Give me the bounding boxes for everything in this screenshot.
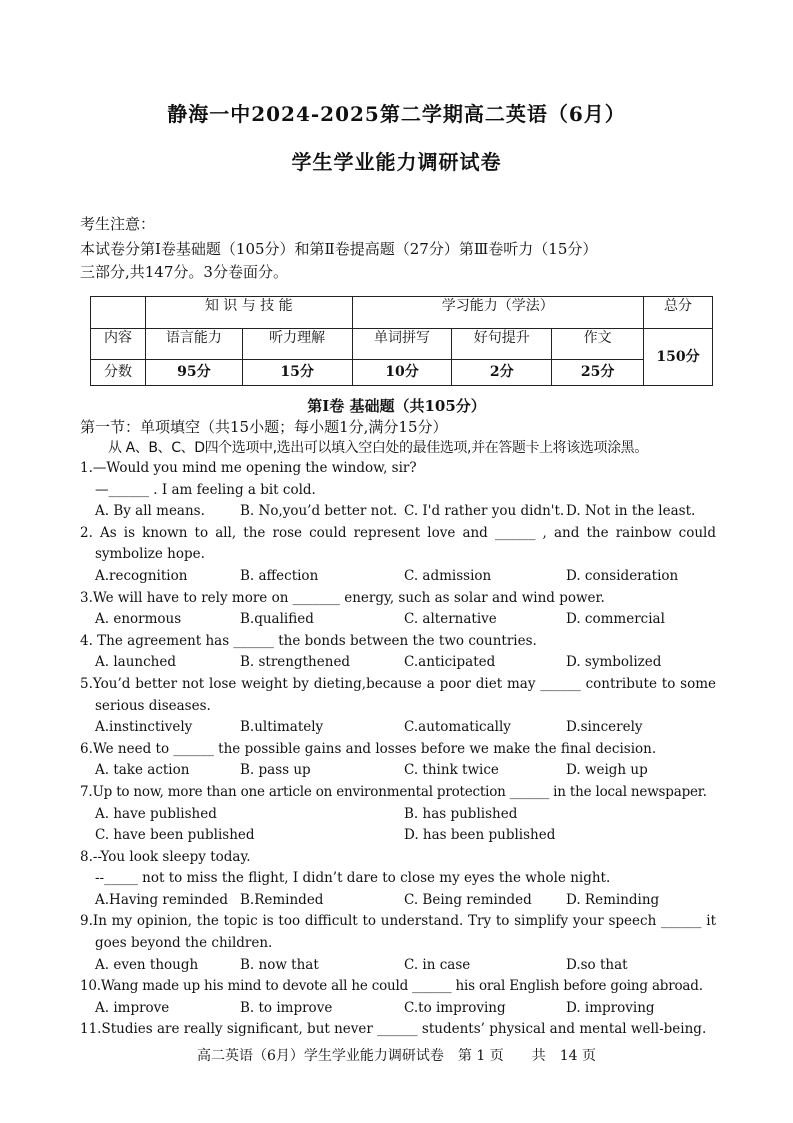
row-label-score: 分数 — [91, 359, 146, 385]
option-b: B.qualified — [240, 611, 314, 628]
question — [80, 588, 716, 631]
page-footer: 高二英语（6月）学生学业能力调研试卷 第 1 页 共 14 页 — [197, 1048, 596, 1064]
notice-label: 考生注意： — [80, 215, 156, 233]
options-row — [80, 609, 716, 631]
option-d: D. Reminding — [566, 891, 660, 908]
option-d: D. commercial — [566, 611, 665, 628]
notice-line-1: 本试卷分第Ⅰ卷基础题（105分）和第Ⅱ卷提高题（27分）第Ⅲ卷听力（15分） — [80, 240, 598, 258]
options-row — [80, 652, 716, 674]
option-c: C. admission — [404, 567, 492, 584]
option-d: D. improving — [566, 999, 655, 1016]
option-c: C. alternative — [404, 611, 497, 628]
col-score: 2分 — [452, 359, 552, 385]
option-c: C.anticipated — [404, 654, 496, 671]
question — [80, 523, 716, 588]
option-a: A.instinctively — [95, 719, 193, 736]
total-value: 150分 — [644, 329, 713, 386]
option-d: D. symbolized — [566, 654, 662, 671]
question-stem: serious diseases. — [95, 697, 211, 714]
options-row — [80, 890, 716, 912]
option-c: C.automatically — [404, 719, 511, 736]
options-row — [80, 760, 716, 782]
col-name: 好句提升 — [452, 329, 552, 359]
question-stem: 6.We need to ______ the possible gains and losses before we make the final decision. — [80, 740, 657, 757]
question — [80, 739, 716, 782]
question — [80, 674, 716, 739]
option-a: A. By all means. — [95, 503, 205, 520]
option-a: A. have published — [95, 805, 217, 822]
question-stem: 2. As is known to all, the rose could represent love and ______ , and the rainbow could — [80, 524, 716, 541]
group-knowledge-skills: 知 识 与 技 能 — [145, 297, 352, 329]
col-score: 10分 — [352, 359, 452, 385]
question — [80, 847, 716, 912]
option-a: A. even though — [95, 956, 199, 973]
option-a: A.Having reminded — [95, 891, 228, 908]
question-stem: —______ . I am feeling a bit cold. — [95, 481, 316, 498]
option-c: C. I'd rather you didn't. — [404, 503, 565, 520]
question-stem: 4. The agreement has ______ the bonds between the two countries. — [80, 632, 537, 649]
question-stem: --_____ not to miss the flight, I didn’t dare to close my eyes the whole night. — [95, 870, 611, 887]
question-stem: 5.You’d better not lose weight by dieting,because a poor diet may ______ contribute to some — [80, 675, 716, 692]
option-a: A. launched — [95, 654, 176, 671]
group-learning-ability: 学习能力（学法） — [352, 297, 643, 329]
question-stem: 3.We will have to rely more on _______ energy, such as solar and wind power. — [80, 589, 605, 606]
option-b: B. affection — [240, 567, 319, 584]
options-row — [80, 804, 716, 826]
question — [80, 911, 716, 976]
option-c: C. think twice — [404, 762, 499, 779]
options-row — [80, 825, 716, 847]
col-name: 作文 — [552, 329, 644, 359]
options-row — [80, 955, 716, 977]
notice-text — [80, 238, 730, 284]
question-stem: symbolize hope. — [95, 546, 205, 563]
question — [80, 458, 716, 523]
col-score: 25分 — [552, 359, 644, 385]
option-a: A. improve — [95, 999, 170, 1016]
option-d: D.sincerely — [566, 719, 643, 736]
question — [80, 631, 716, 674]
option-c: C. have been published — [95, 827, 255, 844]
col-score: 95分 — [145, 359, 242, 385]
question — [80, 1019, 716, 1041]
option-d: D. consideration — [566, 567, 679, 584]
option-b: B. pass up — [240, 762, 311, 779]
col-name: 单词拼写 — [352, 329, 452, 359]
option-b: B. has published — [404, 805, 518, 822]
option-b: B.Reminded — [240, 891, 324, 908]
col-score: 15分 — [242, 359, 352, 385]
question-stem: 10.Wang made up his mind to devote all he could ______ his oral English before going abroad. — [80, 978, 703, 995]
question-stem: 11.Studies are really significant, but never ______ students’ physical and mental well-being. — [80, 1021, 707, 1038]
question-list — [80, 458, 716, 1041]
option-c: C. Being reminded — [404, 891, 532, 908]
part-title: 第Ⅰ卷 基础题（共105分） — [307, 397, 486, 415]
notice-line-2: 三部分,共147分。3分卷面分。 — [80, 263, 288, 281]
option-d: D.so that — [566, 956, 628, 973]
option-a: A. take action — [95, 762, 190, 779]
col-name: 听力理解 — [242, 329, 352, 359]
options-row — [80, 717, 716, 739]
exam-title: 静海一中2024-2025第二学期高二英语（6月） — [167, 102, 626, 126]
total-header: 总分 — [644, 297, 713, 329]
option-d: D. weigh up — [566, 762, 648, 779]
question-stem: 8.--You look sleepy today. — [80, 848, 251, 865]
options-row — [80, 998, 716, 1020]
option-d: D. has been published — [404, 827, 556, 844]
row-label-content: 内容 — [91, 329, 146, 359]
option-c: C.to improving — [404, 999, 506, 1016]
option-b: B.ultimately — [240, 719, 324, 736]
option-b: B. to improve — [240, 999, 333, 1016]
question-stem: 9.In my opinion, the topic is too difficult to understand. Try to simplify your speech ______ it — [80, 913, 716, 930]
col-name: 语言能力 — [145, 329, 242, 359]
table-corner-cell — [91, 297, 146, 329]
question — [80, 782, 716, 847]
section-title: 第一节：单项填空（共15小题；每小题1分,满分15分） — [80, 418, 448, 436]
options-row — [80, 501, 716, 523]
question-stem: 7.Up to now, more than one article on environmental protection ______ in the local newspaper. — [80, 783, 707, 800]
option-b: B. No,you’d better not. — [240, 503, 398, 520]
exam-subtitle: 学生学业能力调研试卷 — [291, 150, 502, 174]
score-table — [90, 296, 713, 386]
instruction-text: 从 A、B、C、D四个选项中,选出可以填入空白处的最佳选项,并在答题卡上将该选项涂黑。 — [108, 440, 648, 456]
option-a: A.recognition — [95, 567, 188, 584]
option-c: C. in case — [404, 956, 471, 973]
option-a: A. enormous — [95, 611, 182, 628]
question-stem: 1.—Would you mind me opening the window, sir? — [80, 460, 417, 476]
option-b: B. strengthened — [240, 654, 351, 671]
question-stem: goes beyond the children. — [95, 935, 273, 952]
option-b: B. now that — [240, 956, 319, 973]
question — [80, 976, 716, 1019]
options-row — [80, 566, 716, 588]
option-d: D. Not in the least. — [566, 503, 696, 520]
